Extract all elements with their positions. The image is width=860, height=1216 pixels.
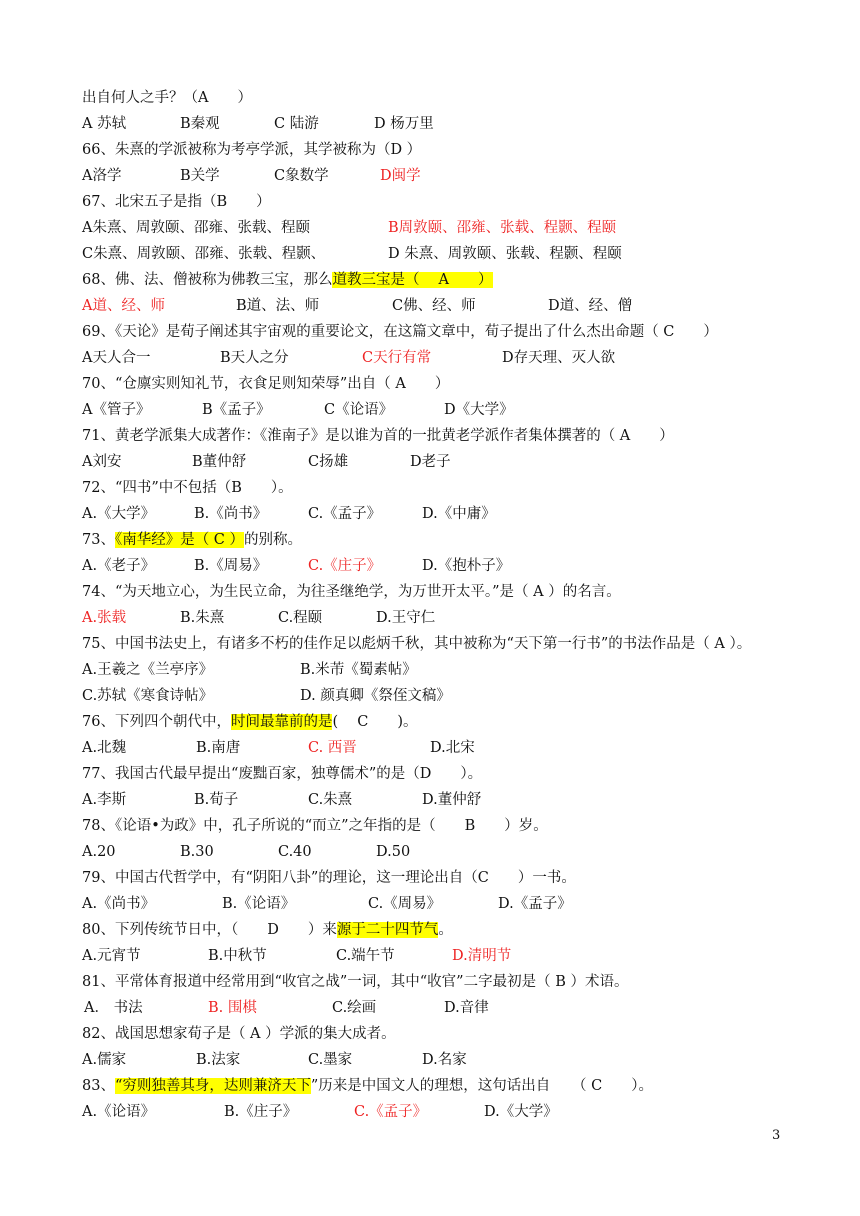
- question-stem: 70、“仓廪实则知礼节，衣食足则知荣辱”出自（ A ）: [82, 376, 450, 392]
- option: D存天理、灭人欲: [502, 350, 616, 366]
- correct-option: B周敦颐、邵雍、张载、程颢、程颐: [388, 220, 617, 236]
- option: D.《中庸》: [422, 506, 496, 522]
- question-stem: [82, 918, 453, 942]
- option: B.《尚书》: [194, 506, 268, 522]
- option: B董仲舒: [192, 454, 247, 470]
- option: A.《论语》: [82, 1104, 156, 1120]
- stem-text: 73、: [82, 532, 115, 548]
- highlighted-text: 源于二十四节气: [336, 922, 439, 938]
- option: C.朱熹: [308, 792, 353, 808]
- option: A.《老子》: [82, 558, 156, 574]
- option: C扬雄: [308, 454, 349, 470]
- stem-text: 68、佛、法、僧被称为佛教三宝，那么: [82, 272, 333, 288]
- question-stem: 75、中国书法史上，有诸多不朽的佳作足以彪炳千秋，其中被称为“天下第一行书”的书法作品是（ A ）。: [82, 636, 752, 652]
- option: D.音律: [444, 1000, 489, 1016]
- correct-option: C.《庄子》: [308, 558, 382, 574]
- option: B.法家: [196, 1052, 241, 1068]
- option: A 苏轼: [82, 116, 127, 132]
- option: B.《论语》: [222, 896, 296, 912]
- question-stem: 71、黄老学派集大成著作：《淮南子》是以谁为首的一批黄老学派作者集体撰著的（ A ）: [82, 428, 674, 444]
- correct-option: C天行有常: [362, 350, 432, 366]
- option: B道、法、师: [236, 298, 320, 314]
- option: C象数学: [274, 168, 329, 184]
- option: C朱熹、周敦颐、邵雍、张载、程颢、: [82, 246, 326, 262]
- option: A.元宵节: [82, 948, 141, 964]
- option: B关学: [180, 168, 220, 184]
- correct-option: A道、经、师: [82, 298, 165, 314]
- option: B.中秋节: [208, 948, 267, 964]
- option: D.董仲舒: [422, 792, 482, 808]
- option: C 陆游: [274, 116, 319, 132]
- correct-option: C.《孟子》: [354, 1104, 428, 1120]
- question-stem: [82, 1074, 653, 1098]
- option: C《论语》: [324, 402, 394, 418]
- option: A.王羲之《兰亭序》: [82, 662, 214, 678]
- question-stem: 出自何人之手？（A ）: [82, 90, 252, 106]
- option: D.50: [376, 844, 411, 860]
- option: D.《抱朴子》: [422, 558, 511, 574]
- option: A． 书法: [84, 1000, 143, 1016]
- option: D.《孟子》: [498, 896, 572, 912]
- question-stem: 66、朱熹的学派被称为考亭学派，其学被称为（D ）: [82, 142, 422, 158]
- option: A洛学: [82, 168, 122, 184]
- highlighted-text: “穷则独善其身，达则兼济天下: [114, 1078, 311, 1094]
- option: A.李斯: [82, 792, 127, 808]
- option: A.北魏: [82, 740, 127, 756]
- question-stem: 74、“为天地立心，为生民立命，为往圣继绝学，为万世开太平。”是（ A ）的名言。: [82, 584, 621, 600]
- option: D. 颜真卿《祭侄文稿》: [300, 688, 451, 704]
- option: D老子: [410, 454, 451, 470]
- option: B秦观: [180, 116, 220, 132]
- option: C.墨家: [308, 1052, 353, 1068]
- option: B.荀子: [194, 792, 239, 808]
- option: C.程颐: [278, 610, 323, 626]
- question-stem: [82, 268, 493, 292]
- option: A.儒家: [82, 1052, 127, 1068]
- option: B.南唐: [196, 740, 241, 756]
- correct-option: D闽学: [380, 168, 421, 184]
- stem-text: 83、: [82, 1078, 115, 1094]
- question-stem: 72、“四书”中不包括（B ）。: [82, 480, 293, 496]
- correct-option: A.张载: [82, 610, 127, 626]
- question-stem: 67、北宋五子是指（B ）: [82, 194, 271, 210]
- question-stem: 82、战国思想家荀子是（ A ）学派的集大成者。: [82, 1026, 396, 1042]
- question-stem: 81、平常体育报道中经常用到“收官之战”一词，其中“收官”二字最初是（ B ）术语。: [82, 974, 629, 990]
- stem-text: 的别称。: [244, 532, 303, 548]
- option: C.《周易》: [368, 896, 442, 912]
- correct-option: C. 西晋: [308, 740, 357, 756]
- option: B.30: [180, 844, 214, 860]
- question-stem: [82, 710, 417, 734]
- option: C.40: [278, 844, 312, 860]
- option: D道、经、僧: [548, 298, 633, 314]
- option: A刘安: [82, 454, 122, 470]
- stem-text: 。: [438, 922, 453, 938]
- page-number: 3: [772, 1128, 781, 1143]
- correct-option: B. 围棋: [208, 1000, 257, 1016]
- question-stem: 77、我国古代最早提出“废黜百家，独尊儒术”的是（D ）。: [82, 766, 483, 782]
- correct-option: D.清明节: [452, 948, 512, 964]
- option: A.《大学》: [82, 506, 156, 522]
- option: C.苏轼《寒食诗帖》: [82, 688, 214, 704]
- stem-text: 80、下列传统节日中，（ D ）来: [82, 922, 337, 938]
- option: C.端午节: [336, 948, 395, 964]
- option: B.《周易》: [194, 558, 268, 574]
- option: D.名家: [422, 1052, 467, 1068]
- question-stem: 69、《天论》是荀子阐述其宇宙观的重要论文，在这篇文章中，荀子提出了什么杰出命题（ C ）: [82, 324, 718, 340]
- question-stem: 78、《论语•为政》中，孔子所说的“而立”之年指的是（ B ）岁。: [82, 818, 548, 834]
- option: D.北宋: [430, 740, 475, 756]
- question-stem: [82, 528, 302, 552]
- question-stem: 79、中国古代哲学中，有“阴阳八卦”的理论，这一理论出自（C ）一书。: [82, 870, 576, 886]
- option: A.20: [82, 844, 116, 860]
- option: D 杨万里: [374, 116, 434, 132]
- option: A.《尚书》: [82, 896, 156, 912]
- option: C.《孟子》: [308, 506, 382, 522]
- highlighted-text: 《南华经》是（ C ）: [114, 532, 245, 548]
- option: D.王守仁: [376, 610, 436, 626]
- stem-text: ”历来是中国文人的理想，这句话出自 （ C ）。: [310, 1078, 653, 1094]
- option: C佛、经、师: [392, 298, 476, 314]
- option: D.《大学》: [484, 1104, 558, 1120]
- option: B天人之分: [220, 350, 289, 366]
- highlighted-text: 道教三宝是（ A ）: [332, 272, 493, 288]
- option: A朱熹、周敦颐、邵雍、张载、程颐: [82, 220, 310, 236]
- option: A《管子》: [82, 402, 151, 418]
- option: D 朱熹、周敦颐、张载、程颢、程颐: [388, 246, 622, 262]
- stem-text: 76、下列四个朝代中，: [82, 714, 231, 730]
- option: C.绘画: [332, 1000, 377, 1016]
- highlighted-text: 时间最靠前的是: [230, 714, 333, 730]
- option: D《大学》: [444, 402, 514, 418]
- option: B.米芾《蜀素帖》: [300, 662, 417, 678]
- option: B.朱熹: [180, 610, 225, 626]
- option: B《孟子》: [202, 402, 271, 418]
- stem-text: ( C )。: [332, 714, 418, 730]
- option: B.《庄子》: [224, 1104, 298, 1120]
- option: A天人合一: [82, 350, 151, 366]
